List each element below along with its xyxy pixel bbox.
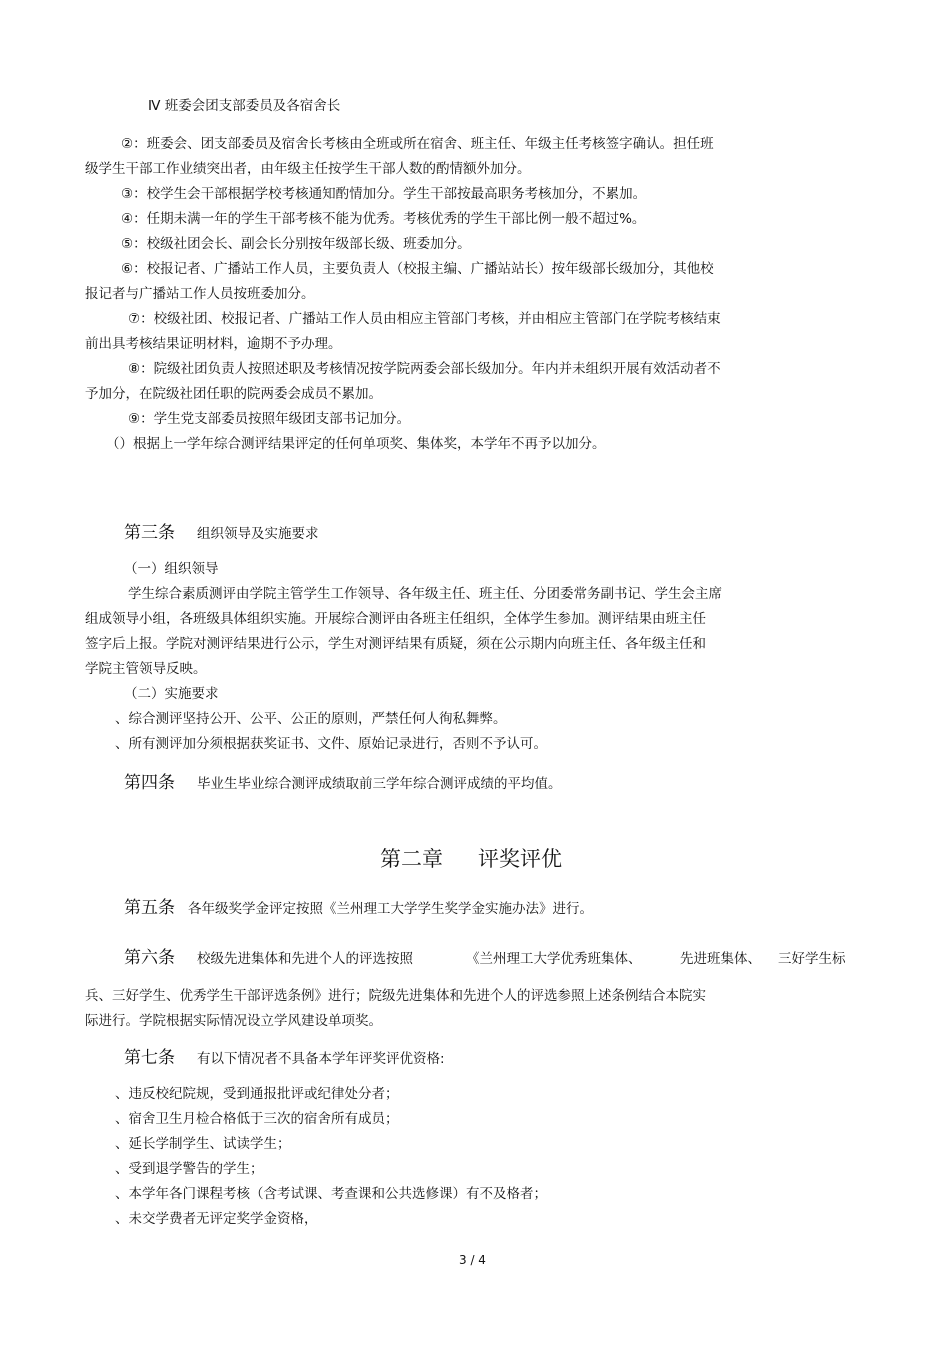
article-5-text: 各年级奖学金评定按照《兰州理工大学学生奖学金实施办法》进行。 <box>188 901 593 917</box>
note-4: ④：任期未满一年的学生干部考核不能为优秀。考核优秀的学生干部比例一般不超过%。 <box>121 211 646 227</box>
note-9: ⑨：学生党支部委员按照年级团支部书记加分。 <box>128 411 411 427</box>
note-8-line-1: ⑧：院级社团负责人按照述职及考核情况按学院两委会部长级加分。年内并未组织开展有效活动者不 <box>128 361 721 377</box>
note-5: ⑤：校级社团会长、副会长分别按年级部长级、班委加分。 <box>121 236 471 252</box>
implementation-item-1: 、综合测评坚持公开、公平、公正的原则，严禁任何人徇私舞弊。 <box>115 711 507 727</box>
note-award-exclusion: （）根据上一学年综合测评结果评定的任何单项奖、集体奖，本学年不再予以加分。 <box>106 436 606 452</box>
note-2-line-2: 级学生干部工作业绩突出者，由年级主任按学生干部人数的酌情额外加分。 <box>85 161 531 177</box>
chapter-title: 评奖评优 <box>478 847 562 871</box>
article-3-title: 组织领导及实施要求 <box>197 526 319 542</box>
disqualification-item: 、宿舍卫生月检合格低于三次的宿舍所有成员； <box>115 1111 399 1127</box>
note-2-line-1: ②：班委会、团支部委员及宿舍长考核由全班或所在宿舍、班主任、年级主任考核签字确认。担任班 <box>121 136 714 152</box>
note-6-line-1: ⑥：校报记者、广播站工作人员，主要负责人（校报主编、广播站站长）按年级部长级加分，其他校 <box>121 261 714 277</box>
note-3: ③：校学生会干部根据学校考核通知酌情加分。学生干部按最高职务考核加分，不累加。 <box>121 186 647 202</box>
article-4-number: 第四条 <box>124 773 175 793</box>
article-6-number: 第六条 <box>124 948 175 968</box>
org-leadership-line-3: 签字后上报。学院对测评结果进行公示，学生对测评结果有质疑，须在公示期内向班主任、各年级主任和 <box>85 636 706 652</box>
article-4-text: 毕业生毕业综合测评成绩取前三学年综合测评成绩的平均值。 <box>197 776 562 792</box>
note-7-line-1: ⑦：校级社团、校报记者、广播站工作人员由相应主管部门考核，并由相应主管部门在学院考核结束 <box>128 311 721 327</box>
article-7-text: 有以下情况者不具备本学年评奖评优资格: <box>197 1051 445 1067</box>
org-leadership-line-1: 学生综合素质测评由学院主管学生工作领导、各年级主任、班主任、分团委常务副书记、学生会主席 <box>128 586 722 602</box>
org-leadership-line-4: 学院主管领导反映。 <box>85 661 207 677</box>
article-6-line-1-part-3: 先进班集体、 <box>680 951 761 967</box>
article-6-line-1-part-1: 校级先进集体和先进个人的评选按照 <box>197 951 413 967</box>
article-6-line-2: 兵、三好学生、优秀学生干部评选条例》进行；院级先进集体和先进个人的评选参照上述条例结合本院实 <box>85 988 706 1004</box>
article-6-line-1-part-2: 《兰州理工大学优秀班集体、 <box>466 951 642 967</box>
note-6-line-2: 报记者与广播站工作人员按班委加分。 <box>85 286 315 302</box>
article-3-number: 第三条 <box>124 523 175 543</box>
disqualification-item: 、本学年各门课程考核（含考试课、考查课和公共选修课）有不及格者； <box>115 1186 547 1202</box>
note-8-line-2: 予加分，在院级社团任职的院两委会成员不累加。 <box>85 386 382 402</box>
page-number: 3 / 4 <box>459 1253 486 1267</box>
note-7-line-2: 前出具考核结果证明材料，逾期不予办理。 <box>85 336 342 352</box>
article-7-number: 第七条 <box>124 1048 175 1068</box>
article-5-number: 第五条 <box>124 898 175 918</box>
article-6-line-3: 际进行。学院根据实际情况设立学风建设单项奖。 <box>85 1013 382 1029</box>
article-6-line-1-part-4: 三好学生标 <box>778 951 846 967</box>
org-leadership-line-2: 组成领导小组，各班级具体组织实施。开展综合测评由各班主任组织，全体学生参加。测评结果由班主任 <box>85 611 706 627</box>
chapter-number: 第二章 <box>380 847 443 871</box>
disqualification-item: 、受到退学警告的学生； <box>115 1161 264 1177</box>
implementation-heading: （二）实施要求 <box>124 686 219 702</box>
disqualification-item: 、违反校纪院规，受到通报批评或纪律处分者； <box>115 1086 399 1102</box>
disqualification-item: 、未交学费者无评定奖学金资格， <box>115 1211 318 1227</box>
implementation-item-2: 、所有测评加分须根据获奖证书、文件、原始记录进行，否则不予认可。 <box>115 736 547 752</box>
org-leadership-heading: （一）组织领导 <box>124 561 219 577</box>
disqualification-item: 、延长学制学生、试读学生； <box>115 1136 291 1152</box>
section-iv-title: Ⅳ 班委会团支部委员及各宿舍长 <box>148 98 341 114</box>
